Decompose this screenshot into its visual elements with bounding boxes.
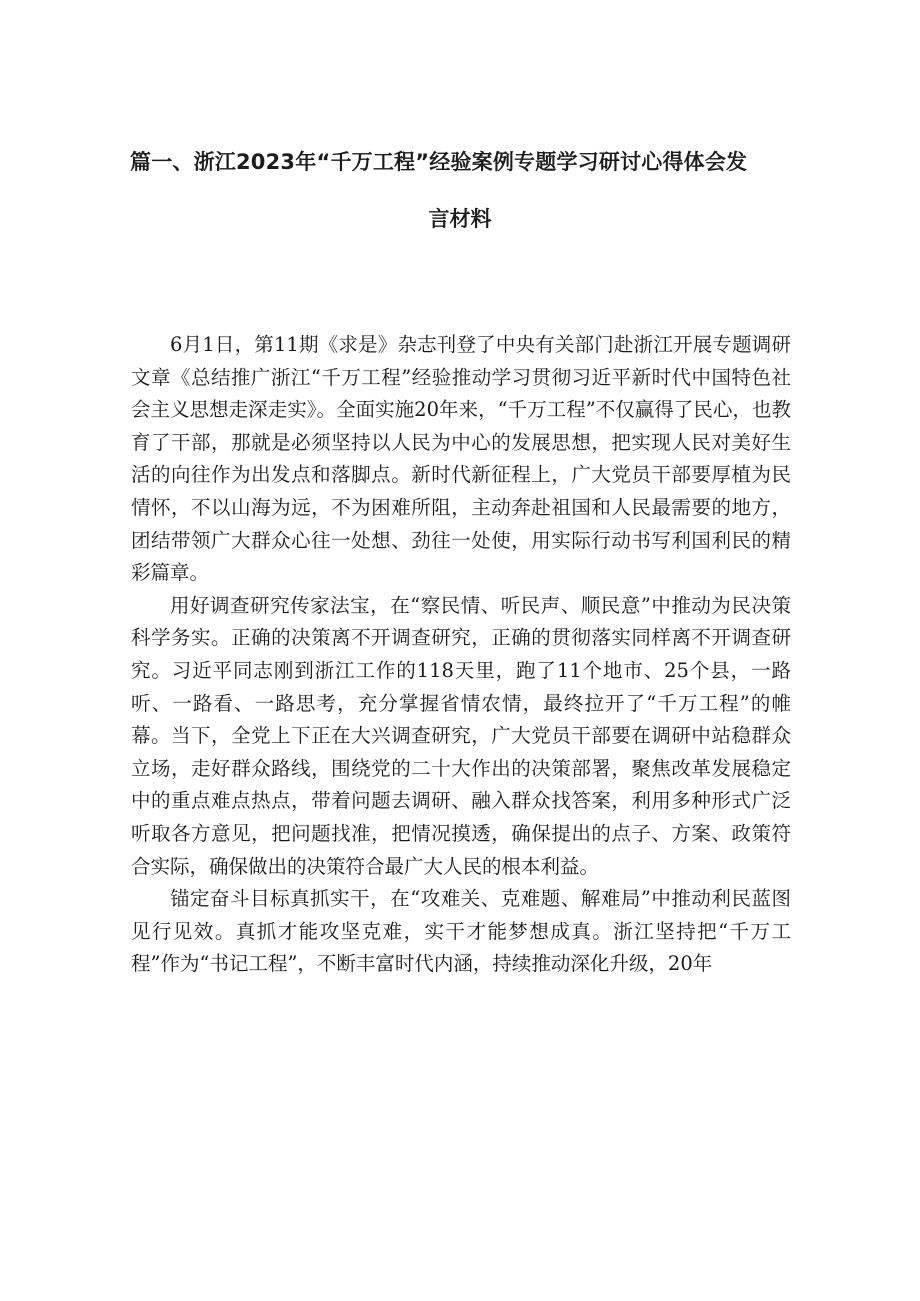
body-paragraph-1: 6月1日，第11期《求是》杂志刊登了中央有关部门赴浙江开展专题调研文章《总结推广浙江“千万工程”经验推动学习贯彻习近平新时代中国特色社会主义思想走深走实》。全面实施20年来，“千万工程”不仅赢得了民心，也教育了干部，那就是必须坚持以人民为中心的发展思想，把实现人民对美好生活的向往作为出发点和落脚点。新时代新征程上，广大党员干部要厚植为民情怀，不以山海为远，不为困难所阻，主动奔赴祖国和人民最需要的地方，团结带领广大群众心往一处想、劲往一处使，用实际行动书写利国利民的精彩篇章。 — [131, 333, 791, 585]
document-title-line-1: 篇一、浙江2023年“千万工程”经验案例专题学习研讨心得体会发 — [130, 150, 748, 174]
body-paragraph-2: 用好调查研究传家法宝，在“察民情、听民声、顺民意”中推动为民决策科学务实。正确的决策离不开调查研究，正确的贯彻落实同样离不开调查研究。习近平同志刚到浙江工作的118天里，跑了11个地市、25个县，一路听、一路看、一路思考，充分掌握省情农情，最终拉开了“千万工程”的帷幕。当下，全党上下正在大兴调查研究，广大党员干部要在调研中站稳群众立场，走好群众路线，围绕党的二十大作出的决策部署，聚焦改革发展稳定中的重点难点热点，带着问题去调研、融入群众找答案，利用多种形式广泛听取各方意见，把问题找准，把情况摸透，确保提出的点子、方案、政策符合实际，确保做出的决策符合最广大人民的根本利益。 — [131, 593, 791, 878]
document-body — [131, 329, 791, 981]
document-title-line-2: 言材料 — [428, 207, 492, 231]
body-paragraph-3: 锚定奋斗目标真抓实干，在“攻难关、克难题、解难局”中推动利民蓝图见行见效。真抓才能攻坚克难，实干才能梦想成真。浙江坚持把“千万工程”作为“书记工程”，不断丰富时代内涵，持续推动深化升级，20年 — [131, 887, 791, 976]
